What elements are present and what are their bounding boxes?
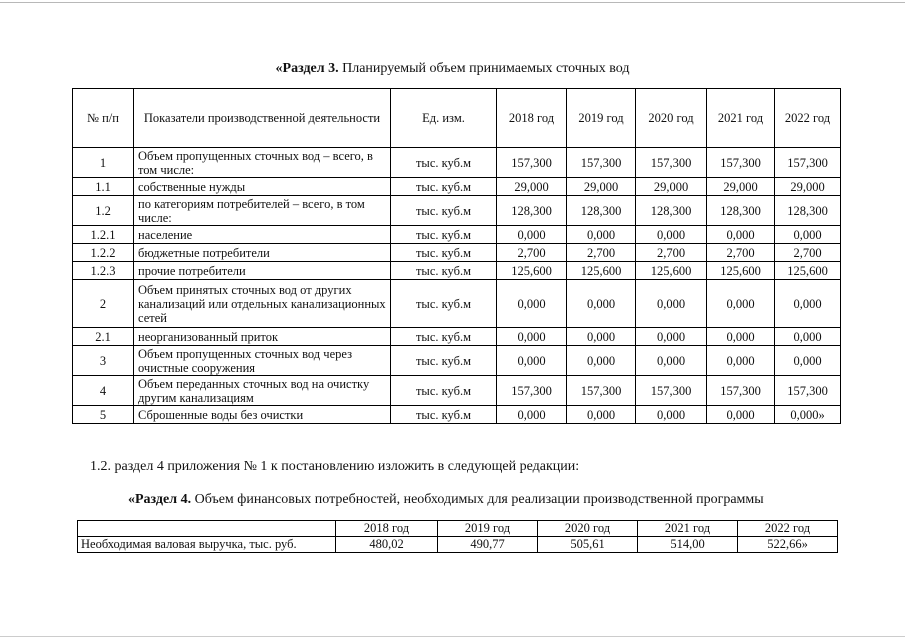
table-row bbox=[73, 376, 841, 406]
value-2022: 128,300 bbox=[775, 196, 841, 226]
value-2022: 522,66» bbox=[738, 537, 838, 553]
value-2020: 157,300 bbox=[636, 376, 707, 406]
table-row bbox=[73, 244, 841, 262]
value-2019: 0,000 bbox=[567, 226, 636, 244]
table-row bbox=[73, 406, 841, 424]
value-2019: 29,000 bbox=[567, 178, 636, 196]
header-year-2022: 2022 год bbox=[738, 521, 838, 537]
value-2018: 157,300 bbox=[497, 376, 567, 406]
value-2021: 29,000 bbox=[707, 178, 775, 196]
value-2019: 0,000 bbox=[567, 406, 636, 424]
row-indicator: Объем пропущенных сточных вод – всего, в том числе: bbox=[134, 148, 391, 178]
value-2018: 2,700 bbox=[497, 244, 567, 262]
value-2021: 0,000 bbox=[707, 406, 775, 424]
value-2018: 480,02 bbox=[336, 537, 438, 553]
value-2022: 29,000 bbox=[775, 178, 841, 196]
row-indicator: собственные нужды bbox=[134, 178, 391, 196]
header-year-2020: 2020 год bbox=[636, 89, 707, 148]
value-2019: 490,77 bbox=[438, 537, 538, 553]
row-number: 1.2.1 bbox=[73, 226, 134, 244]
value-2021: 0,000 bbox=[707, 346, 775, 376]
row-indicator: прочие потребители bbox=[134, 262, 391, 280]
value-2020: 2,700 bbox=[636, 244, 707, 262]
row-unit: тыс. куб.м bbox=[391, 376, 497, 406]
section4-title-bold: «Раздел 4. bbox=[128, 492, 192, 507]
header-year-2018: 2018 год bbox=[497, 89, 567, 148]
header-year-2018: 2018 год bbox=[336, 521, 438, 537]
row-number: 3 bbox=[73, 346, 134, 376]
section3-title-text: Планируемый объем принимаемых сточных вод bbox=[338, 61, 630, 76]
value-2019: 128,300 bbox=[567, 196, 636, 226]
value-2018: 157,300 bbox=[497, 148, 567, 178]
section4-table bbox=[77, 520, 838, 553]
row-unit: тыс. куб.м bbox=[391, 244, 497, 262]
row-unit: тыс. куб.м bbox=[391, 328, 497, 346]
value-2020: 0,000 bbox=[636, 280, 707, 328]
table-row bbox=[73, 148, 841, 178]
value-2019: 2,700 bbox=[567, 244, 636, 262]
table-header-row bbox=[73, 89, 841, 148]
header-year-2019: 2019 год bbox=[567, 89, 636, 148]
row-number: 4 bbox=[73, 376, 134, 406]
value-2020: 0,000 bbox=[636, 328, 707, 346]
row-number: 1 bbox=[73, 148, 134, 178]
value-2020: 505,61 bbox=[538, 537, 638, 553]
value-2022: 125,600 bbox=[775, 262, 841, 280]
value-2018: 0,000 bbox=[497, 328, 567, 346]
value-2022: 157,300 bbox=[775, 376, 841, 406]
row-number: 5 bbox=[73, 406, 134, 424]
value-2021: 0,000 bbox=[707, 328, 775, 346]
section3-table bbox=[72, 88, 841, 424]
header-number: № п/п bbox=[73, 89, 134, 148]
table-row bbox=[78, 537, 838, 553]
row-indicator: Объем пропущенных сточных вод через очистные сооружения bbox=[134, 346, 391, 376]
value-2021: 0,000 bbox=[707, 280, 775, 328]
table-row bbox=[73, 346, 841, 376]
value-2021: 157,300 bbox=[707, 376, 775, 406]
value-2020: 128,300 bbox=[636, 196, 707, 226]
header-year-2021: 2021 год bbox=[638, 521, 738, 537]
row-number: 2.1 bbox=[73, 328, 134, 346]
table-row bbox=[73, 262, 841, 280]
value-2018: 128,300 bbox=[497, 196, 567, 226]
row-indicator: Объем переданных сточных вод на очистку другим канализациям bbox=[134, 376, 391, 406]
value-2021: 0,000 bbox=[707, 226, 775, 244]
row-unit: тыс. куб.м bbox=[391, 346, 497, 376]
row-number: 1.2 bbox=[73, 196, 134, 226]
row-indicator: Сброшенные воды без очистки bbox=[134, 406, 391, 424]
page-edge-top bbox=[0, 2, 905, 3]
table-row bbox=[73, 178, 841, 196]
value-2022: 0,000 bbox=[775, 346, 841, 376]
value-2019: 125,600 bbox=[567, 262, 636, 280]
row-unit: тыс. куб.м bbox=[391, 178, 497, 196]
value-2021: 128,300 bbox=[707, 196, 775, 226]
value-2019: 0,000 bbox=[567, 280, 636, 328]
row-unit: тыс. куб.м bbox=[391, 226, 497, 244]
value-2020: 0,000 bbox=[636, 346, 707, 376]
section4-title-text: Объем финансовых потребностей, необходимых для реализации производственной программы bbox=[191, 492, 764, 507]
header-year-2020: 2020 год bbox=[538, 521, 638, 537]
table-row bbox=[73, 226, 841, 244]
value-2019: 0,000 bbox=[567, 346, 636, 376]
value-2019: 0,000 bbox=[567, 328, 636, 346]
value-2021: 514,00 bbox=[638, 537, 738, 553]
value-2018: 0,000 bbox=[497, 346, 567, 376]
row-indicator: Объем принятых сточных вод от других канализаций или отдельных канализационных сетей bbox=[134, 280, 391, 328]
section4-heading bbox=[128, 491, 764, 509]
row-number: 2 bbox=[73, 280, 134, 328]
value-2018: 0,000 bbox=[497, 406, 567, 424]
value-2021: 157,300 bbox=[707, 148, 775, 178]
value-2022: 0,000 bbox=[775, 328, 841, 346]
header-year-2021: 2021 год bbox=[707, 89, 775, 148]
row-unit: тыс. куб.м bbox=[391, 406, 497, 424]
value-2018: 29,000 bbox=[497, 178, 567, 196]
row-indicator: по категориям потребителей – всего, в том числе: bbox=[134, 196, 391, 226]
value-2018: 125,600 bbox=[497, 262, 567, 280]
value-2020: 125,600 bbox=[636, 262, 707, 280]
value-2019: 157,300 bbox=[567, 376, 636, 406]
row-number: 1.1 bbox=[73, 178, 134, 196]
value-2020: 0,000 bbox=[636, 226, 707, 244]
value-2021: 2,700 bbox=[707, 244, 775, 262]
value-2022: 2,700 bbox=[775, 244, 841, 262]
row-number: 1.2.3 bbox=[73, 262, 134, 280]
value-2021: 125,600 bbox=[707, 262, 775, 280]
row-unit: тыс. куб.м bbox=[391, 196, 497, 226]
row-unit: тыс. куб.м bbox=[391, 280, 497, 328]
row-unit: тыс. куб.м bbox=[391, 148, 497, 178]
row-number: 1.2.2 bbox=[73, 244, 134, 262]
value-2022: 0,000 bbox=[775, 280, 841, 328]
value-2022: 0,000» bbox=[775, 406, 841, 424]
header-unit: Ед. изм. bbox=[391, 89, 497, 148]
row-indicator: население bbox=[134, 226, 391, 244]
value-2019: 157,300 bbox=[567, 148, 636, 178]
value-2020: 29,000 bbox=[636, 178, 707, 196]
value-2020: 157,300 bbox=[636, 148, 707, 178]
row-indicator: неорганизованный приток bbox=[134, 328, 391, 346]
table-header-row bbox=[78, 521, 838, 537]
revenue-label: Необходимая валовая выручка, тыс. руб. bbox=[78, 537, 336, 553]
header-year-2022: 2022 год bbox=[775, 89, 841, 148]
empty-corner-cell bbox=[78, 521, 336, 537]
value-2018: 0,000 bbox=[497, 226, 567, 244]
value-2022: 0,000 bbox=[775, 226, 841, 244]
row-indicator: бюджетные потребители bbox=[134, 244, 391, 262]
header-indicator: Показатели производственной деятельности bbox=[134, 89, 391, 148]
value-2018: 0,000 bbox=[497, 280, 567, 328]
amendment-paragraph: 1.2. раздел 4 приложения № 1 к постановлению изложить в следующей редакции: bbox=[90, 459, 580, 474]
section3-heading bbox=[0, 60, 905, 78]
table-row bbox=[73, 328, 841, 346]
table-row bbox=[73, 196, 841, 226]
section3-title-bold: «Раздел 3. bbox=[275, 61, 339, 76]
value-2022: 157,300 bbox=[775, 148, 841, 178]
page-edge-bottom bbox=[0, 636, 905, 637]
value-2020: 0,000 bbox=[636, 406, 707, 424]
header-year-2019: 2019 год bbox=[438, 521, 538, 537]
row-unit: тыс. куб.м bbox=[391, 262, 497, 280]
table-row bbox=[73, 280, 841, 328]
